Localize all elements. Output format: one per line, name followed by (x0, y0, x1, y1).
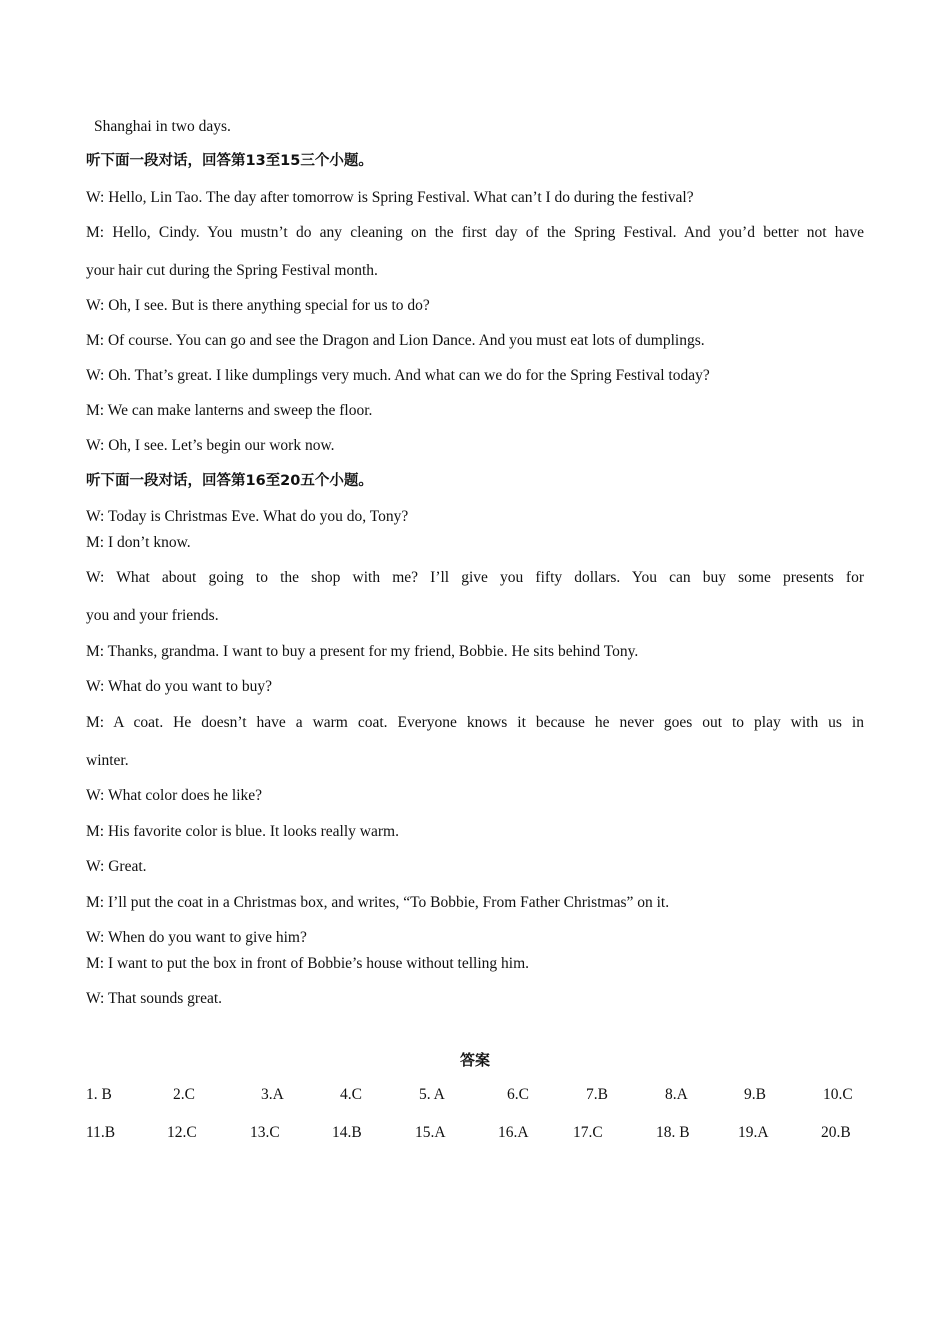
dialogue-line: W: When do you want to give him? (86, 929, 307, 946)
section-heading-16-20: 听下面一段对话，回答第16至20五个小题。 (86, 473, 373, 489)
dialogue-line: W: What color does he like? (86, 787, 263, 804)
answer-item: 4.C (340, 1086, 362, 1103)
answers-row-1 (86, 1085, 864, 1105)
dialogue-line-continuation: your hair cut during the Spring Festival month. (86, 262, 378, 279)
section-heading-13-15: 听下面一段对话，回答第13至15三个小题。 (86, 153, 373, 169)
dialogue-line: M: Thanks, grandma. I want to buy a present for my friend, Bobbie. He sits behind Tony. (86, 643, 639, 660)
dialogue-line: M: Hello, Cindy. You mustn’t do any cleaning on the first day of the Spring Festival. And you’d better not have (86, 224, 864, 241)
answer-item: 6.C (507, 1086, 529, 1103)
answer-item: 19.A (738, 1124, 769, 1141)
dialogue-line: M: I don’t know. (86, 534, 191, 551)
answer-item: 8.A (665, 1086, 688, 1103)
answer-item: 3.A (261, 1086, 284, 1103)
answer-item: 14.B (332, 1124, 362, 1141)
dialogue-line: M: Of course. You can go and see the Dragon and Lion Dance. And you must eat lots of dumplings. (86, 332, 705, 349)
answer-item: 7.B (586, 1086, 608, 1103)
answer-item: 16.A (498, 1124, 529, 1141)
continuation-text: Shanghai in two days. (94, 118, 231, 135)
answer-item: 12.C (167, 1124, 197, 1141)
dialogue-line-continuation: you and your friends. (86, 607, 219, 624)
answer-item: 20.B (821, 1124, 851, 1141)
dialogue-line: M: We can make lanterns and sweep the floor. (86, 402, 373, 419)
answer-item: 1. B (86, 1086, 112, 1103)
answers-row-2 (86, 1123, 864, 1143)
dialogue-line: W: Oh. That’s great. I like dumplings very much. And what can we do for the Spring Festival today? (86, 367, 710, 384)
dialogue-line: W: What do you want to buy? (86, 678, 272, 695)
dialogue-line: W: Great. (86, 858, 147, 875)
answer-item: 9.B (744, 1086, 766, 1103)
answer-item: 10.C (823, 1086, 853, 1103)
dialogue-line: M: I’ll put the coat in a Christmas box, and writes, “To Bobbie, From Father Christmas” on it. (86, 894, 670, 911)
dialogue-line: M: A coat. He doesn’t have a warm coat. Everyone knows it because he never goes out to play with us in (86, 714, 864, 731)
dialogue-line: W: Hello, Lin Tao. The day after tomorrow is Spring Festival. What can’t I do during the festival? (86, 189, 694, 206)
answer-item: 13.C (250, 1124, 280, 1141)
dialogue-line: W: Oh, I see. Let’s begin our work now. (86, 437, 335, 454)
answer-item: 15.A (415, 1124, 446, 1141)
answer-item: 2.C (173, 1086, 195, 1103)
answer-item: 5. A (419, 1086, 445, 1103)
dialogue-line: W: What about going to the shop with me? I’ll give you fifty dollars. You can buy some presents for (86, 569, 864, 586)
dialogue-line: M: I want to put the box in front of Bobbie’s house without telling him. (86, 955, 530, 972)
answers-title: 答案 (459, 1051, 490, 1069)
dialogue-line: W: Today is Christmas Eve. What do you do, Tony? (86, 508, 409, 525)
dialogue-line: W: Oh, I see. But is there anything special for us to do? (86, 297, 430, 314)
answer-item: 17.C (573, 1124, 603, 1141)
dialogue-line: M: His favorite color is blue. It looks really warm. (86, 823, 399, 840)
dialogue-line-continuation: winter. (86, 752, 129, 769)
answer-item: 18. B (656, 1124, 690, 1141)
answer-item: 11.B (86, 1124, 116, 1141)
dialogue-line: W: That sounds great. (86, 990, 223, 1007)
